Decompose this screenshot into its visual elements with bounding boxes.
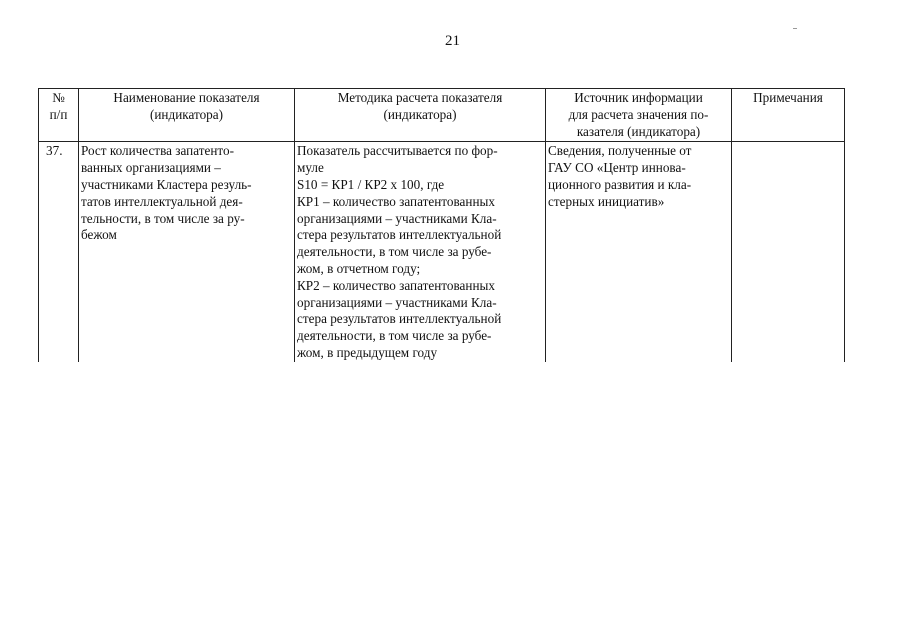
table-header-row (39, 89, 845, 142)
table-row (39, 142, 845, 362)
indicator-table (38, 88, 845, 362)
header-notes: Примечания (732, 89, 845, 142)
row-method: Показатель рассчитывается по фор- муле S10 = КР1 / КР2 х 100, где КР1 – количество запатентованных организациями – участниками Кла- стера результатов интеллектуальной деятельности, в том числе за рубе- жом, в отчетном году; КР2 – количество запатентованных организациями – участниками Кла- стера результатов интеллектуальной деятельности, в том числе за рубе- жом, в предыдущем году (295, 142, 546, 362)
row-source: Сведения, полученные от ГАУ СО «Центр иннова- ционного развития и кла- стерных инициатив» (546, 142, 732, 362)
header-num: № п/п (39, 89, 79, 142)
header-name: Наименование показателя (индикатора) (79, 89, 295, 142)
row-notes (732, 142, 845, 362)
header-method: Методика расчета показателя (индикатора) (295, 89, 546, 142)
scan-mark (793, 28, 797, 29)
header-source: Источник информации для расчета значения по- казателя (индикатора) (546, 89, 732, 142)
row-num: 37. (39, 142, 79, 362)
row-indicator-name: Рост количества запатенто- ванных организациями – участниками Кластера резуль- татов интеллектуальной дея- тельности, в том числе за ру- бежом (79, 142, 295, 362)
page-number: 21 (445, 33, 460, 49)
